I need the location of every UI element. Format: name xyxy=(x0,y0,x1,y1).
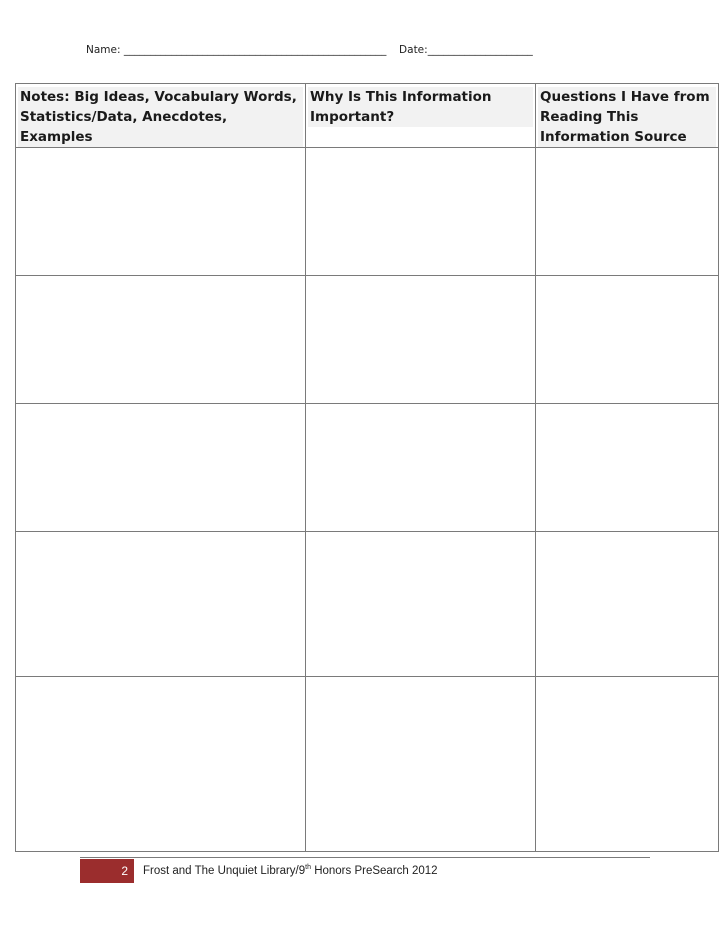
questions-cell[interactable] xyxy=(536,404,719,532)
footer-divider xyxy=(80,857,650,858)
notes-cell[interactable] xyxy=(16,677,306,852)
notes-table xyxy=(15,83,719,852)
name-blank[interactable]: __________________________________________________ xyxy=(123,44,387,56)
date-blank[interactable]: ____________________ xyxy=(427,44,533,56)
page-number: 2 xyxy=(121,864,128,878)
name-label: Name: xyxy=(86,44,121,56)
date-label: Date: xyxy=(399,44,428,56)
table-row xyxy=(16,404,719,532)
table-row xyxy=(16,276,719,404)
page-number-badge xyxy=(80,859,134,883)
importance-cell[interactable] xyxy=(306,148,536,276)
importance-cell[interactable] xyxy=(306,532,536,677)
footer-superscript: th xyxy=(305,864,311,871)
table-row xyxy=(16,677,719,852)
importance-cell[interactable] xyxy=(306,677,536,852)
column-header-notes: Notes: Big Ideas, Vocabulary Words, Statistics/Data, Anecdotes, Examples xyxy=(16,84,306,148)
footer-text: Frost and The Unquiet Library/9th Honors PreSearch 2012 xyxy=(143,864,438,877)
importance-cell[interactable] xyxy=(306,276,536,404)
questions-cell[interactable] xyxy=(536,677,719,852)
name-date-line xyxy=(86,44,533,56)
notes-cell[interactable] xyxy=(16,532,306,677)
questions-cell[interactable] xyxy=(536,276,719,404)
notes-cell[interactable] xyxy=(16,276,306,404)
importance-cell[interactable] xyxy=(306,404,536,532)
column-header-questions: Questions I Have from Reading This Information Source xyxy=(536,84,719,148)
table-row xyxy=(16,148,719,276)
notes-cell[interactable] xyxy=(16,404,306,532)
notes-cell[interactable] xyxy=(16,148,306,276)
questions-cell[interactable] xyxy=(536,532,719,677)
header-row xyxy=(16,84,719,148)
column-header-why-important: Why Is This Information Important? xyxy=(306,84,536,148)
table-row xyxy=(16,532,719,677)
questions-cell[interactable] xyxy=(536,148,719,276)
